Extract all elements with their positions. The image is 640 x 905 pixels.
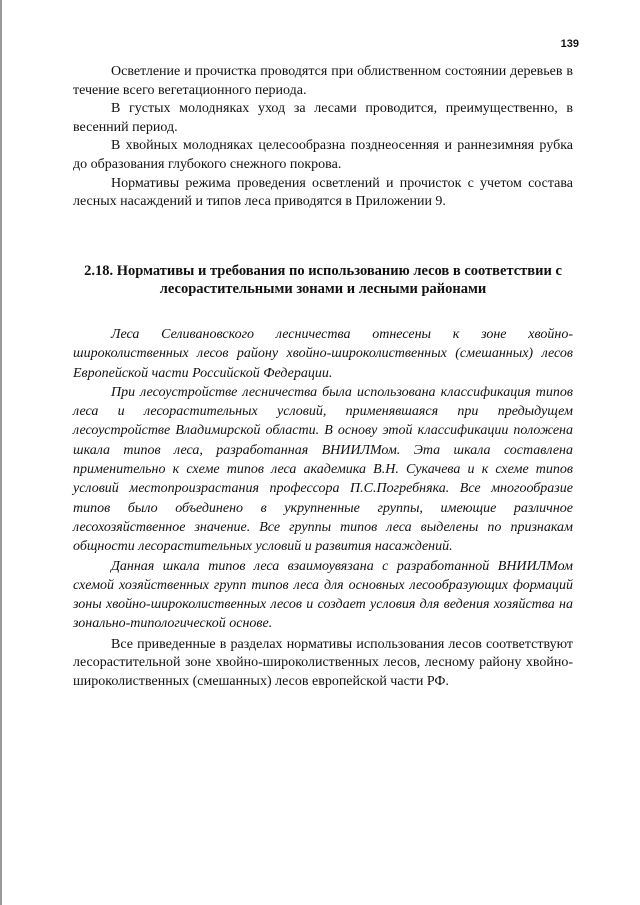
section-heading: 2.18. Нормативы и требования по использованию лесов в соответствии с лесорастительными зонами и лесными районами: [84, 262, 562, 298]
intro-paragraphs: [73, 63, 573, 212]
section-italic-paragraphs: [73, 325, 573, 634]
paragraph: В хвойных молодняках целесообразна позднеосенняя и раннезимняя рубка до образования глубокого снежного покрова.: [73, 138, 573, 172]
italic-paragraph: Данная шкала типов леса взаимоувязана с разработанной ВНИИЛМом схемой хозяйственных групп типов леса для основных лесообразующих формаций зоны хвойно-широколиственных лесов и создает условия для ведения хозяйства на зонально-типологической основе.: [73, 558, 573, 632]
italic-paragraph: При лесоустройстве лесничества была использована классификация типов леса и лесорастительных условий, применявшаяся при предыдущем лесоустройстве Владимирской области. В основу этой классификации положена шкала типов леса, разработанная ВНИИЛМом. Эта шкала составлена применительно к схеме типов леса академика В.Н. Сукачева и к схеме типов условий местопроизрастания профессора П.С.Погребняка. Все многообразие типов было объединено в укрупненные группы, имеющие различное лесохозяйственное значение. Все группы типов леса выделены по признакам общности лесорастительных условий и развития насаждений.: [73, 384, 573, 555]
paragraph: Нормативы режима проведения осветлений и прочисток с учетом состава лесных насаждений и типов леса приводятся в Приложении 9.: [73, 175, 573, 210]
page-edge-line: [0, 0, 2, 905]
italic-paragraph: Леса Селивановского лесничества отнесены к зоне хвойно-широколиственных лесов району хвойно-широколиственных (смешанных) лесов Европейской части Российской Федерации.: [73, 326, 573, 381]
paragraph: Осветление и прочистка проводятся при облиственном состоянии деревьев в течение всего вегетационного периода.: [73, 64, 573, 98]
document-page: [73, 63, 573, 691]
paragraph: В густых молодняках уход за лесами проводится, преимущественно, в весенний период.: [73, 101, 573, 135]
final-paragraph: Все приведенные в разделах нормативы использования лесов соответствуют лесорастительной зоне хвойно-широколиственных лесов, лесному району хвойно-широколиственных (смешанных) лесов европейской части РФ.: [73, 636, 573, 689]
page-number: 139: [560, 38, 579, 50]
